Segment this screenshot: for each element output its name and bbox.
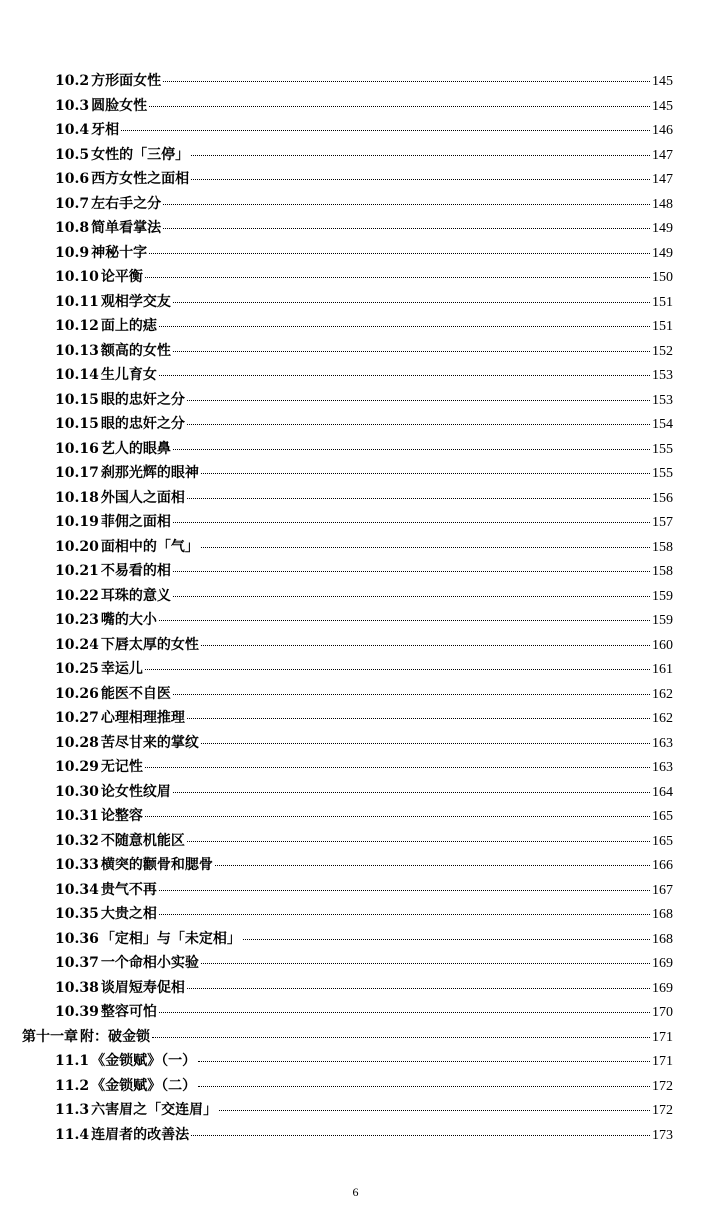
toc-entry-page: 155 (652, 466, 673, 481)
toc-entry[interactable] (0, 879, 711, 904)
toc-entry[interactable] (0, 830, 711, 855)
toc-entry[interactable] (0, 413, 711, 438)
toc-entry-page: 163 (652, 735, 673, 751)
toc-entry-page: 158 (652, 539, 673, 555)
dot-leader (219, 1110, 650, 1111)
toc-entry-number: 10.24 (55, 636, 99, 653)
toc-entry[interactable] (0, 756, 711, 781)
toc-entry-number: 10.37 (55, 955, 99, 971)
toc-entry-title: 面上的痣 (100, 318, 157, 334)
toc-entry-number: 10.11 (55, 293, 99, 310)
dot-leader (145, 669, 650, 670)
toc-entry-number: 10.16 (55, 440, 99, 457)
toc-entry-title: 耳珠的意义 (100, 587, 171, 604)
toc-entry-number: 10.9 (55, 244, 90, 261)
toc-entry[interactable] (0, 364, 711, 389)
toc-entry-page: 161 (652, 662, 673, 677)
toc-entry-number: 10.3 (55, 97, 90, 114)
toc-entry-number: 10.29 (55, 759, 99, 775)
toc-entry[interactable] (0, 1124, 711, 1149)
toc-entry[interactable] (0, 389, 711, 414)
dot-leader (173, 694, 650, 695)
toc-entry-number: 10.6 (55, 171, 90, 187)
toc-chapter-entry[interactable] (0, 1026, 711, 1051)
toc-entry-title: 横突的颧骨和腮骨 (100, 857, 213, 873)
toc-entry-page: 159 (652, 613, 673, 628)
toc-entry[interactable] (0, 193, 711, 218)
dot-leader (201, 645, 650, 646)
toc-entry-number: 10.31 (55, 808, 99, 824)
dot-leader (159, 326, 650, 327)
toc-entry-title: 能医不自医 (100, 685, 171, 702)
toc-entry-number: 11.1 (55, 1053, 90, 1069)
toc-entry-page: 172 (652, 1103, 673, 1118)
toc-entry[interactable] (0, 266, 711, 291)
toc-entry-number: 10.15 (55, 416, 99, 432)
toc-entry-page: 160 (652, 637, 673, 653)
toc-entry-title: 「定相」与「未定相」 (100, 930, 241, 947)
toc-entry-page: 159 (652, 588, 673, 604)
toc-entry-title: 简单看掌法 (91, 220, 162, 236)
toc-entry-page: 151 (652, 294, 673, 310)
toc-entry-page: 171 (652, 1029, 673, 1045)
dot-leader (173, 302, 650, 303)
toc-entry-title: 生儿育女 (100, 367, 157, 383)
dot-leader (149, 106, 650, 107)
dot-leader (201, 473, 650, 474)
toc-entry-number: 10.26 (55, 685, 99, 702)
toc-entry-title: 六害眉之「交连眉」 (91, 1102, 218, 1118)
toc-entry-number: 10.27 (55, 710, 99, 726)
toc-entry[interactable] (0, 952, 711, 977)
toc-entry-title: 刹那光辉的眼神 (100, 465, 199, 481)
toc-entry[interactable] (0, 658, 711, 683)
toc-entry-number: 10.19 (55, 514, 99, 530)
toc-entry[interactable] (0, 462, 711, 487)
toc-entry[interactable] (0, 536, 711, 561)
dot-leader (152, 1037, 650, 1038)
toc-entry-page: 150 (652, 270, 673, 285)
toc-entry[interactable] (0, 683, 711, 708)
toc-entry-title: 连眉者的改善法 (91, 1126, 190, 1143)
toc-entry-page: 147 (652, 147, 673, 163)
toc-entry-title: 大贵之相 (100, 906, 157, 922)
toc-entry[interactable] (0, 805, 711, 830)
toc-entry[interactable] (0, 634, 711, 659)
toc-entry-number: 10.5 (55, 146, 90, 163)
toc-entry-number: 10.10 (55, 269, 99, 285)
dot-leader (121, 130, 650, 131)
dot-leader (187, 424, 650, 425)
toc-entry[interactable] (0, 1001, 711, 1026)
toc-entry-page: 145 (652, 74, 673, 89)
toc-entry-title: 整容可怕 (100, 1004, 157, 1020)
toc-entry-number: 10.39 (55, 1004, 99, 1020)
toc-entry-number: 10.38 (55, 979, 99, 996)
toc-entry-title: 外国人之面相 (100, 489, 185, 506)
toc-entry-title: 心理相理推理 (100, 710, 185, 726)
dot-leader (159, 620, 650, 621)
dot-leader (145, 277, 650, 278)
toc-entry[interactable] (0, 560, 711, 585)
toc-entry-page: 153 (652, 368, 673, 383)
toc-entry[interactable] (0, 119, 711, 144)
toc-entry-number: 11.3 (55, 1102, 90, 1118)
toc-entry-page: 146 (652, 123, 673, 138)
toc-entry[interactable] (0, 1075, 711, 1100)
toc-entry-title: 附：破金锁 (80, 1028, 150, 1045)
toc-entry-title: 圆脸女性 (91, 97, 148, 114)
toc-entry[interactable] (0, 1099, 711, 1124)
toc-entry-page: 145 (652, 98, 673, 114)
toc-entry-title: 论整容 (100, 808, 143, 824)
toc-entry[interactable] (0, 1050, 711, 1075)
toc-entry[interactable] (0, 168, 711, 193)
toc-entry-page: 155 (652, 441, 673, 457)
toc-entry-number: 10.7 (55, 195, 90, 212)
toc-entry[interactable] (0, 928, 711, 953)
toc-entry-number: 10.20 (55, 538, 99, 555)
toc-entry-page: 147 (652, 172, 673, 187)
toc-entry-title: 眼的忠奸之分 (100, 416, 185, 432)
dot-leader (149, 253, 650, 254)
toc-entry-page: 153 (652, 392, 673, 408)
toc-entry[interactable] (0, 609, 711, 634)
toc-entry-page: 165 (652, 809, 673, 824)
dot-leader (187, 841, 650, 842)
toc-entry[interactable] (0, 144, 711, 169)
dot-leader (173, 792, 650, 793)
toc-entry-number: 10.34 (55, 881, 99, 898)
toc-entry-page: 149 (652, 245, 673, 261)
dot-leader (187, 718, 650, 719)
toc-entry-title: 谈眉短寿促相 (100, 979, 185, 996)
toc-entry-number: 10.8 (55, 220, 90, 236)
toc-entry-title: 幸运儿 (100, 661, 143, 677)
dot-leader (201, 963, 650, 964)
toc-entry-number: 10.36 (55, 930, 99, 947)
toc-entry[interactable] (0, 70, 711, 95)
dot-leader (159, 914, 650, 915)
toc-entry-page: 156 (652, 490, 673, 506)
toc-entry-page: 151 (652, 319, 673, 334)
toc-entry-page: 167 (652, 882, 673, 898)
toc-entry[interactable] (0, 977, 711, 1002)
toc-entry-number: 10.17 (55, 465, 99, 481)
dot-leader (163, 81, 650, 82)
toc-entry[interactable] (0, 315, 711, 340)
toc-entry[interactable] (0, 487, 711, 512)
toc-entry-page: 168 (652, 907, 673, 922)
toc-entry-title: 方形面女性 (91, 73, 162, 89)
toc-entry-title: 《金锁赋》（二） (91, 1077, 197, 1094)
toc-entry-number: 10.33 (55, 857, 99, 873)
toc-entry-page: 149 (652, 221, 673, 236)
dot-leader (187, 498, 650, 499)
dot-leader (201, 743, 650, 744)
dot-leader (173, 522, 650, 523)
toc-entry-title: 女性的「三停」 (91, 146, 190, 163)
toc-entry-page: 162 (652, 686, 673, 702)
toc-entry-page: 165 (652, 833, 673, 849)
dot-leader (187, 400, 650, 401)
toc-entry-title: 神秘十字 (91, 244, 148, 261)
toc-entry-page: 170 (652, 1005, 673, 1020)
dot-leader (173, 596, 650, 597)
toc-entry-title: 不随意机能区 (100, 832, 185, 849)
dot-leader (173, 449, 650, 450)
dot-leader (191, 155, 650, 156)
toc-entry[interactable] (0, 340, 711, 365)
dot-leader (173, 571, 650, 572)
toc-entry-number: 10.13 (55, 342, 99, 359)
toc-entry-number: 10.21 (55, 563, 99, 579)
toc-entry[interactable] (0, 438, 711, 463)
toc-entry-number: 10.18 (55, 489, 99, 506)
toc-entry-number: 10.4 (55, 122, 90, 138)
toc-entry-number: 10.15 (55, 391, 99, 408)
toc-entry[interactable] (0, 511, 711, 536)
toc-entry-title: 额高的女性 (100, 342, 171, 359)
toc-entry-page: 173 (652, 1127, 673, 1143)
toc-entry-number: 10.23 (55, 612, 99, 628)
toc-entry-title: 下唇太厚的女性 (100, 636, 199, 653)
toc-entry-number: 11.4 (55, 1126, 90, 1143)
toc-entry-page: 169 (652, 956, 673, 971)
toc-entry[interactable] (0, 854, 711, 879)
toc-entry-title: 一个命相小实验 (100, 955, 199, 971)
dot-leader (145, 767, 650, 768)
dot-leader (191, 179, 650, 180)
dot-leader (187, 988, 650, 989)
dot-leader (159, 375, 650, 376)
dot-leader (159, 890, 650, 891)
toc-entry-title: 论平衡 (100, 269, 143, 285)
toc-entry-title: 嘴的大小 (100, 612, 157, 628)
toc-entry-title: 不易看的相 (100, 563, 171, 579)
toc-entry-number: 11.2 (55, 1077, 90, 1094)
toc-entry[interactable] (0, 95, 711, 120)
toc-entry-title: 西方女性之面相 (91, 171, 190, 187)
toc-entry-number: 10.12 (55, 318, 99, 334)
toc-entry-title: 左右手之分 (91, 195, 162, 212)
toc-entry[interactable] (0, 585, 711, 610)
toc-entry[interactable] (0, 732, 711, 757)
toc-entry[interactable] (0, 242, 711, 267)
toc-entry-number: 10.25 (55, 661, 99, 677)
dot-leader (159, 1012, 650, 1013)
toc-entry-page: 169 (652, 980, 673, 996)
toc-entry[interactable] (0, 291, 711, 316)
toc-entry-title: 论女性纹眉 (100, 783, 171, 800)
toc-entry-page: 158 (652, 564, 673, 579)
toc-entry-page: 152 (652, 343, 673, 359)
dot-leader (191, 1135, 650, 1136)
toc-entry-page: 172 (652, 1078, 673, 1094)
toc-entry-title: 《金锁赋》（一） (91, 1053, 197, 1069)
dot-leader (163, 228, 650, 229)
toc-entry[interactable] (0, 707, 711, 732)
dot-leader (198, 1061, 650, 1062)
toc-entry-page: 157 (652, 515, 673, 530)
toc-entry[interactable] (0, 217, 711, 242)
toc-entry-title: 牙相 (91, 122, 120, 138)
toc-entry-page: 162 (652, 711, 673, 726)
toc-entry-title: 贵气不再 (100, 881, 157, 898)
toc-entry-number: 10.2 (55, 73, 90, 89)
dot-leader (243, 939, 650, 940)
toc-entry-number: 10.22 (55, 587, 99, 604)
toc-entry[interactable] (0, 781, 711, 806)
toc-entry-number: 10.28 (55, 734, 99, 751)
dot-leader (145, 816, 650, 817)
toc-entry-title: 艺人的眼鼻 (100, 440, 171, 457)
toc-entry-title: 菲佣之面相 (100, 514, 171, 530)
toc-entry-number: 10.30 (55, 783, 99, 800)
toc-entry-title: 无记性 (100, 759, 143, 775)
toc-entry-title: 观相学交友 (100, 293, 171, 310)
toc-entry-number: 10.14 (55, 367, 99, 383)
toc-entry-page: 166 (652, 858, 673, 873)
page-number: 6 (352, 1185, 359, 1199)
dot-leader (163, 204, 650, 205)
toc-entry-number: 10.32 (55, 832, 99, 849)
toc-entry-number: 10.35 (55, 906, 99, 922)
toc-entry-page: 171 (652, 1054, 673, 1069)
table-of-contents (0, 70, 711, 1148)
toc-entry-page: 148 (652, 196, 673, 212)
toc-entry-number: 第十一章 (22, 1028, 78, 1045)
toc-entry-page: 164 (652, 784, 673, 800)
toc-entry-title: 眼的忠奸之分 (100, 391, 185, 408)
toc-entry-page: 154 (652, 417, 673, 432)
toc-entry-page: 168 (652, 931, 673, 947)
dot-leader (201, 547, 650, 548)
dot-leader (215, 865, 650, 866)
dot-leader (173, 351, 650, 352)
toc-entry-page: 163 (652, 760, 673, 775)
dot-leader (198, 1086, 650, 1087)
toc-entry[interactable] (0, 903, 711, 928)
toc-entry-title: 面相中的「气」 (100, 538, 199, 555)
toc-entry-title: 苦尽甘来的掌纹 (100, 734, 199, 751)
